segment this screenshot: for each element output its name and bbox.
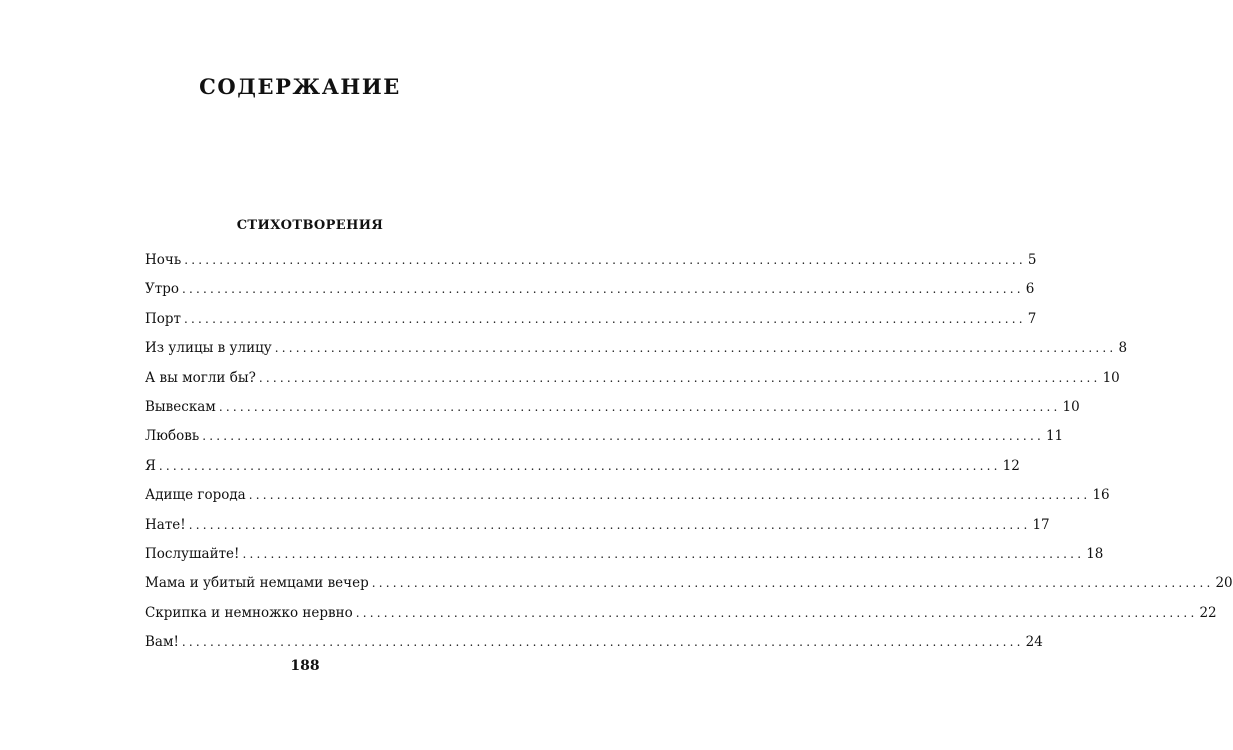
dot-leader: ........................................................................................................................ bbox=[355, 605, 1198, 620]
dot-leader: ........................................................................................................................ bbox=[184, 253, 1026, 267]
toc-entry-title: Скрипка и немножко нервно bbox=[145, 604, 353, 621]
toc-entry[interactable] bbox=[145, 569, 1233, 598]
toc-entry[interactable] bbox=[145, 599, 1217, 628]
dot-leader: ........................................................................................................................ bbox=[258, 370, 1101, 385]
toc-entry-title: Ночь bbox=[145, 252, 182, 268]
toc-entry-page: 12 bbox=[1002, 457, 1020, 474]
dot-leader: ........................................................................................................................ bbox=[182, 282, 1024, 297]
toc-entry-page: 24 bbox=[1025, 634, 1043, 651]
toc-entry-page: 5 bbox=[1027, 252, 1037, 268]
toc-entry-title: Из улицы в улицу bbox=[145, 340, 272, 357]
dot-leader: ........................................................................................................................ bbox=[218, 399, 1061, 414]
toc-entry[interactable] bbox=[145, 246, 1037, 275]
toc-entry-title: Вывескам bbox=[145, 398, 216, 415]
toc-entry-title: Любовь bbox=[145, 428, 200, 445]
dot-leader: ........................................................................................................................ bbox=[188, 517, 1031, 532]
toc-entry[interactable] bbox=[145, 452, 1020, 481]
toc-entry-title: Нате! bbox=[145, 516, 186, 533]
toc-entry-page: 22 bbox=[1199, 604, 1217, 621]
dot-leader: ........................................................................................................................ bbox=[202, 429, 1044, 444]
toc-entry-title: Утро bbox=[145, 281, 179, 298]
toc-entry-title: Я bbox=[145, 457, 156, 474]
toc-entry-title: А вы могли бы? bbox=[145, 369, 256, 386]
dot-leader: ........................................................................................................................ bbox=[184, 311, 1026, 326]
toc-entry-title: Адище города bbox=[145, 487, 246, 504]
dot-leader: ........................................................................................................................ bbox=[158, 458, 1001, 473]
toc-entry-page: 7 bbox=[1027, 310, 1037, 327]
dot-leader: ........................................................................................................................ bbox=[242, 546, 1085, 561]
toc-entry-page: 10 bbox=[1102, 369, 1120, 386]
toc-entry-page: 10 bbox=[1062, 398, 1080, 415]
section-heading: СТИХОТВОРЕНИЯ bbox=[236, 218, 384, 233]
toc-entry[interactable] bbox=[145, 422, 1064, 451]
toc-entry-title: Вам! bbox=[145, 634, 179, 651]
toc-entry[interactable] bbox=[145, 540, 1104, 569]
toc-entry[interactable] bbox=[145, 393, 1080, 422]
toc-entry-page: 17 bbox=[1032, 516, 1050, 533]
toc-entry[interactable] bbox=[145, 334, 1128, 363]
page-title: СОДЕРЖАНИЕ bbox=[199, 74, 401, 99]
toc-entry-page: 11 bbox=[1045, 428, 1064, 445]
toc-entry-title: Послушайте! bbox=[145, 545, 240, 562]
dot-leader: ........................................................................................................................ bbox=[248, 488, 1091, 503]
toc-entry[interactable] bbox=[145, 628, 1043, 657]
toc-entry-page: 18 bbox=[1086, 545, 1104, 562]
toc-entry-title: Порт bbox=[145, 310, 182, 327]
toc-entry-page: 16 bbox=[1092, 487, 1110, 504]
toc-entry[interactable] bbox=[145, 275, 1035, 304]
toc-entry-page: 8 bbox=[1118, 340, 1128, 357]
toc-entry-page: 6 bbox=[1025, 281, 1035, 298]
dot-leader: ........................................................................................................................ bbox=[371, 576, 1214, 591]
toc-entry[interactable] bbox=[145, 481, 1110, 510]
table-of-contents bbox=[145, 246, 1233, 657]
toc-entry-title: Мама и убитый немцами вечер bbox=[145, 575, 369, 592]
toc-entry[interactable] bbox=[145, 364, 1120, 393]
page-number: 188 bbox=[290, 658, 320, 674]
dot-leader: ........................................................................................................................ bbox=[274, 341, 1117, 356]
toc-entry-page: 20 bbox=[1215, 575, 1233, 592]
toc-entry[interactable] bbox=[145, 511, 1050, 540]
toc-entry[interactable] bbox=[145, 305, 1037, 334]
dot-leader: ........................................................................................................................ bbox=[181, 635, 1024, 650]
